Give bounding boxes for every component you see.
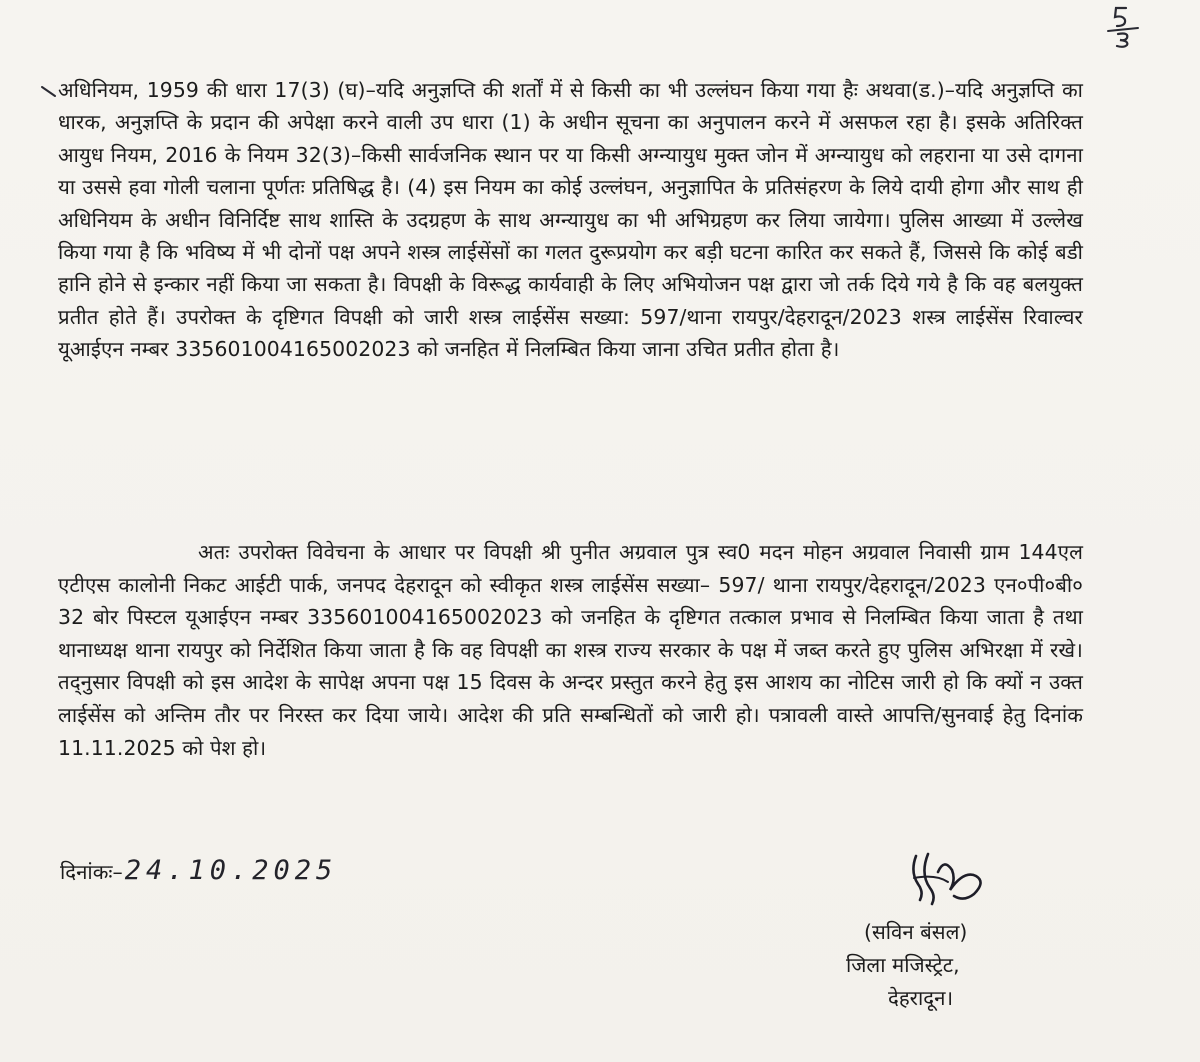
signatory-place: देहरादून।	[888, 986, 954, 1010]
paragraph-legal-provisions: अधिनियम, 1959 की धारा 17(3) (घ)–यदि अनुज्ञप्ति की शर्तों में से किसी का भी उल्लंघन किया गया हैः अथवा(ड.)–यदि अनुज्ञप्ति का धारक, अनुज्ञप्ति के प्रदान की अपेक्षा करने वाली उप धारा (1) के अधीन सूचना का अनुपालन करने में असफल रहा है। इसके अतिरिक्त आयुध नियम, 2016 के नियम 32(3)–किसी सार्वजनिक स्थान पर या किसी अग्न्यायुध मुक्त जोन में अग्न्यायुध को लहराना या उसे दागना या उससे हवा गोली चलाना पूर्णतः प्रतिषिद्ध है। (4) इस नियम का कोई उल्लंघन, अनुज्ञापित के प्रतिसंहरण के लिये दायी होगा और साथ ही अधिनियम के अधीन विनिर्दिष्ट साथ शास्ति के उदग्रहण के साथ अग्न्यायुध का भी अभिग्रहण कर लिया जायेगा। पुलिस आख्या में उल्लेख किया गया है कि भविष्य में भी दोनों पक्ष अपने शस्त्र लाईसेंसों का गलत दुरूप्रयोग कर बड़ी घटना कारित कर सकते हैं, जिससे कि कोई बडी हानि होने से इन्कार नहीं किया जा सकता है। विपक्षी के विरूद्ध कार्यवाही के लिए अभियोजन पक्ष द्वारा जो तर्क दिये गये है कि वह बलयुक्त प्रतीत होते हैं। उपरोक्त के दृष्टिगत विपक्षी को जारी शस्त्र लाईसेंस सख्या: 597/थाना रायपुर/देहरादून/2023 शस्त्र लाईसेंस रिवाल्वर यूआईएन नम्बर 335601004165002023 को जनहित में निलम्बित किया जाना उचित प्रतीत होता है।	[58, 78, 1083, 362]
signatory-designation: जिला मजिस्ट्रेट,	[846, 953, 960, 977]
signature-handwritten	[906, 848, 990, 910]
signatory-block	[842, 916, 1042, 1015]
date-handwritten-value: 24.10.2025	[124, 855, 338, 886]
page-number-handwritten-mark	[1102, 4, 1142, 48]
signatory-name: (सविन बंसल)	[864, 920, 968, 944]
paragraph-order: अतः उपरोक्त विवेचना के आधार पर विपक्षी श्री पुनीत अग्रवाल पुत्र स्व0 मदन मोहन अग्रवाल निवासी ग्राम 144एल एटीएस कालोनी निकट आईटी पार्क, जनपद देहरादून को स्वीकृत शस्त्र लाईसेंस सख्या– 597/ थाना रायपुर/देहरादून/2023 एन०पी०बी० 32 बोर पिस्टल यूआईएन नम्बर 335601004165002023 को जनहित के दृष्टिगत तत्काल प्रभाव से निलम्बित किया जाता है तथा थानाध्यक्ष थाना रायपुर को निर्देशित किया जाता है कि वह विपक्षी का शस्त्र राज्य सरकार के पक्ष में जब्त करते हुए पुलिस अभिरक्षा में रखे। तद्नुसार विपक्षी को इस आदेश के सापेक्ष अपना पक्ष 15 दिवस के अन्दर प्रस्तुत करने हेतु इस आशय का नोटिस जारी हो कि क्यों न उक्त लाईसेंस को अन्तिम तौर पर निरस्त कर दिया जाये। आदेश की प्रति सम्बन्धितों को जारी हो। पत्रावली वास्ते आपत्ति/सुनवाई हेतु दिनांक 11.11.2025 को पेश हो।	[58, 540, 1083, 760]
date-label: दिनांकः–	[60, 860, 123, 884]
date-row	[60, 855, 337, 886]
margin-tick-mark	[40, 84, 58, 98]
corner-mark-text: 5/3	[1102, 4, 1104, 5]
